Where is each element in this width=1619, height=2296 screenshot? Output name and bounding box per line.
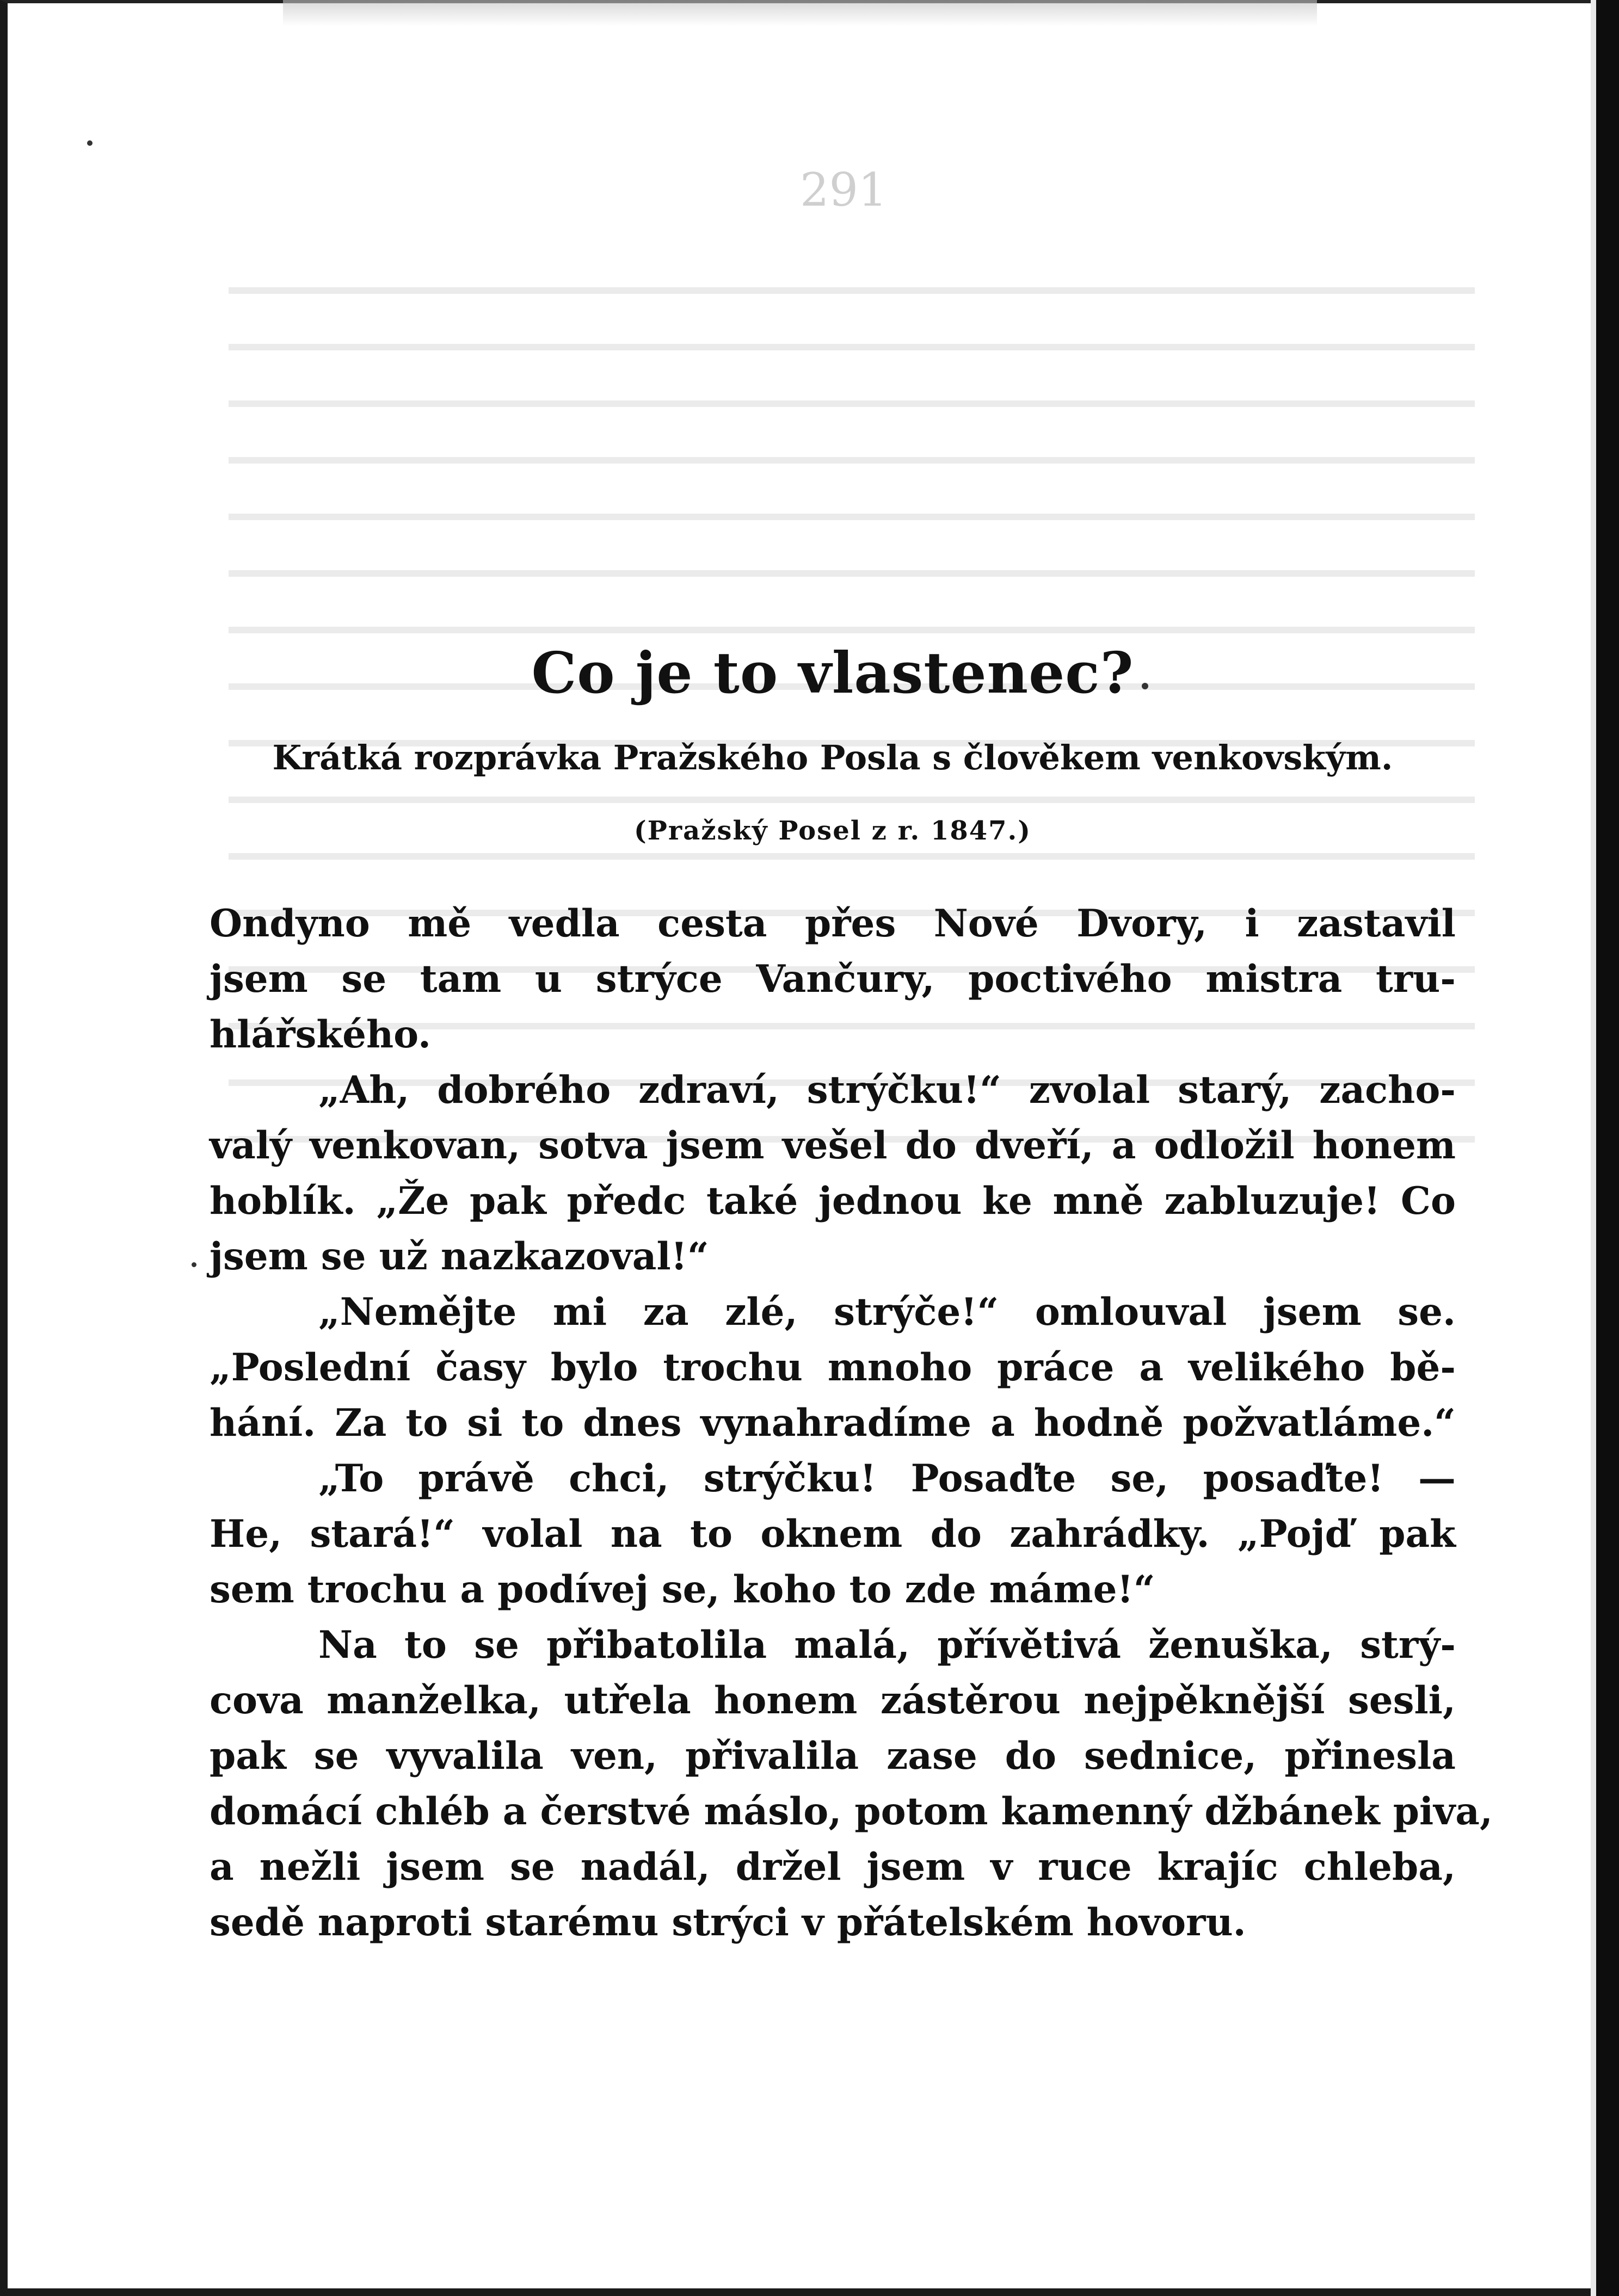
text-line: sedě naproti starému strýci v přátelském hovoru. <box>210 1900 1246 1945</box>
text-line: hání. Za to si to dnes vynahradíme a hodně požvatláme.“ <box>210 1401 1456 1445</box>
ghost-page-number: 291 <box>800 163 888 217</box>
source-citation: (Pražský Posel z r. 1847.) <box>634 816 1031 846</box>
text-line: domácí chléb a čerstvé máslo, potom kamenný džbánek piva, <box>210 1789 1493 1834</box>
paragraph <box>210 1618 1493 1951</box>
scan-edge-bar <box>1596 0 1619 2296</box>
text-line: jsem se tam u strýce Vančury, poctivého mistra tru- <box>210 957 1456 1001</box>
paragraph <box>210 1285 1456 1451</box>
page-content <box>210 639 1493 1951</box>
text-line: pak se vyvalila ven, přivalila zase do sednice, přinesla <box>210 1734 1456 1778</box>
article-body <box>210 896 1493 1951</box>
text-line: „Poslední časy bylo trochu mnoho práce a velikého bě- <box>210 1345 1456 1390</box>
text-line: He, stará!“ volal na to oknem do zahrádky. „Pojď pak <box>210 1512 1456 1556</box>
text-line: sem trochu a podívej se, koho to zde máme!“ <box>210 1567 1155 1612</box>
text-line: a nežli jsem se nadál, držel jsem v ruce krajíc chleba, <box>210 1845 1456 1889</box>
paragraph <box>210 1063 1456 1285</box>
paragraph <box>210 1451 1456 1618</box>
text-line: „Ah, dobrého zdraví, strýčku!“ zvolal starý, zacho- <box>318 1068 1456 1112</box>
scan-smudge <box>283 0 1317 26</box>
page-edge <box>1591 0 1596 2296</box>
text-line: „Nemějte mi za zlé, strýče!“ omlouval jsem se. <box>318 1290 1456 1334</box>
text-line: hoblík. „Že pak předc také jednou ke mně zabluzuje! Co <box>210 1179 1456 1223</box>
text-line: Ondyno mě vedla cesta přes Nové Dvory, i zastavil <box>210 902 1456 946</box>
article-title: Co je to vlastenec? <box>531 639 1134 706</box>
text-line: hlářského. <box>210 1013 431 1057</box>
speck <box>87 140 93 146</box>
speck <box>192 1262 196 1267</box>
text-line: „To právě chci, strýčku! Posaďte se, posaďte! — <box>318 1456 1456 1501</box>
text-line: cova manželka, utřela honem zástěrou nejpěknější sesli, <box>210 1678 1456 1723</box>
paragraph <box>210 896 1456 1063</box>
text-line: valý venkovan, sotva jsem vešel do dveří, a odložil honem <box>210 1124 1456 1168</box>
text-line: Na to se přibatolila malá, přívětivá ženuška, strý- <box>318 1623 1456 1667</box>
text-line: jsem se už nazkazoval!“ <box>210 1235 709 1279</box>
article-subtitle: Krátká rozprávka Pražského Posla s člověkem venkovským. <box>272 738 1393 777</box>
